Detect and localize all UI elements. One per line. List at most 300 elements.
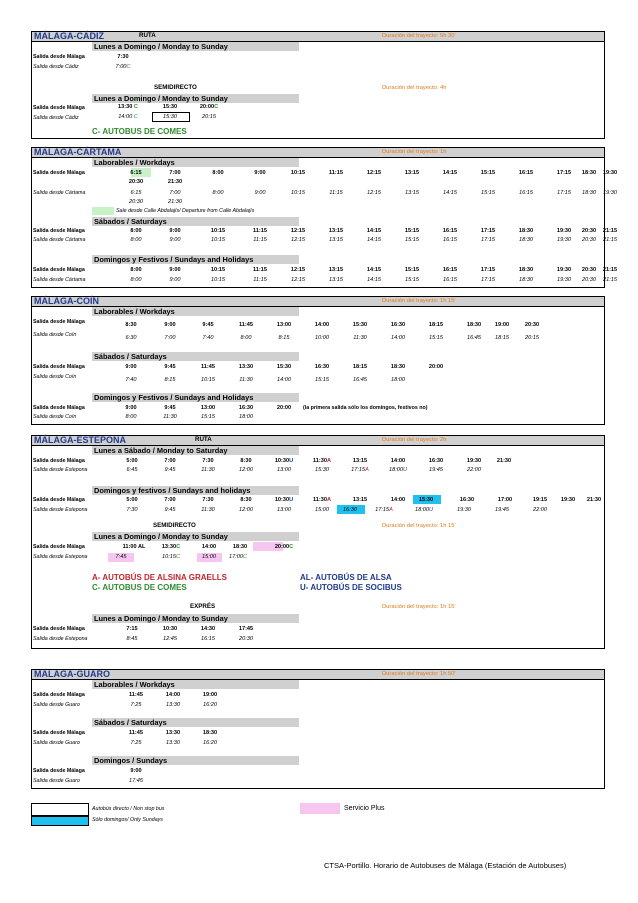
departure-time: 13:15 — [328, 228, 344, 234]
row-label: Salida desde Coín — [33, 332, 77, 338]
return-time: 13:30 — [166, 702, 180, 708]
departure-time: 14:15 — [366, 267, 382, 273]
legend-socibus: U- AUTOBÚS DE SOCIBUS — [300, 583, 402, 592]
departure-time: 8:00 — [212, 170, 224, 176]
return-time: 18:30 — [582, 190, 596, 196]
departure-time: 18:15 — [428, 322, 444, 328]
departure-time: 19:30 — [602, 170, 618, 176]
return-time: 18:00U — [414, 507, 434, 513]
departure-time: 16:30 — [428, 458, 444, 464]
departure-highlight — [92, 207, 114, 215]
departure-time: 11:15 — [253, 267, 267, 273]
departure-time: 14:15 — [442, 170, 458, 176]
return-time: 16:30 — [343, 507, 357, 513]
departure-time: 7:30 — [202, 497, 214, 503]
return-time: 17:15A — [351, 467, 369, 473]
row-label: Salida desde Málaga — [33, 405, 85, 411]
departure-time: 21:15 — [602, 267, 618, 273]
row-label: Salida desde Estepona — [33, 636, 88, 642]
departure-time: 19:30 — [466, 458, 482, 464]
departure-time: 18:30 — [581, 170, 597, 176]
legend-comes: C- AUTOBUS DE COMES — [92, 583, 187, 592]
return-time: 17:00C — [228, 554, 248, 560]
return-time: 17:15 — [481, 277, 495, 283]
row-label: Salida desde Estepona — [33, 554, 88, 560]
route-title: MÁLAGA-ESTEPONA — [34, 435, 126, 445]
row-label: Salida desde Málaga — [33, 170, 85, 176]
return-time: 19:30 — [557, 277, 571, 283]
return-time: 12:00 — [239, 467, 253, 473]
departure-time: 9:00 — [125, 405, 137, 411]
departure-time: 11:00 AL — [122, 544, 146, 550]
departure-note: Sale desde Calle Abdalajís/ Departure from Calle Abdalajís — [116, 208, 255, 214]
departure-time: 20:30 — [581, 228, 597, 234]
ruta-label: RUTA — [139, 32, 156, 39]
return-time: 11:30 — [201, 507, 215, 513]
return-time: 10:00 — [315, 335, 329, 341]
bus-company-legend: C- AUTOBUS DE COMES — [92, 127, 187, 136]
departure-time: 9:00 — [169, 228, 181, 234]
route-block-cartama — [31, 147, 618, 288]
return-time: 15:30 — [315, 467, 329, 473]
return-time: 20:15 — [202, 114, 216, 120]
return-time: 21:15 — [603, 237, 617, 243]
return-time: 11:30 — [239, 377, 253, 383]
return-time: 7:25 — [130, 702, 142, 708]
departure-time: 13:00 — [276, 322, 292, 328]
departure-time: 9:45 — [202, 322, 214, 328]
departure-time: 13:30 C — [118, 104, 138, 110]
departure-time: 7:00 — [164, 497, 176, 503]
return-time: 18:00 — [391, 377, 405, 383]
return-time: 15:15 — [405, 237, 419, 243]
departure-time: 11:30A — [312, 497, 332, 503]
row-label: Salida desde Málaga — [33, 626, 85, 632]
departure-time: 14:00 — [201, 544, 217, 550]
departure-time: 9:00 — [254, 170, 266, 176]
return-time: 16:15 — [443, 277, 457, 283]
row-label: Salida desde Málaga — [33, 544, 85, 550]
return-time: 15:15 — [405, 277, 419, 283]
return-time: 9:45 — [164, 467, 176, 473]
departure-time: 13:15 — [352, 497, 368, 503]
return-time: 22:00 — [467, 467, 481, 473]
duration: Duración del trayecto: 2h — [382, 437, 447, 443]
return-time: 11:15 — [329, 190, 343, 196]
departure-time: 15:15 — [480, 170, 496, 176]
departure-time: 18:30 — [390, 364, 406, 370]
return-time: 19:45 — [495, 507, 509, 513]
return-time: 16:20 — [203, 702, 217, 708]
return-time: 6:45 — [126, 467, 138, 473]
return-time: 18:30 — [519, 277, 533, 283]
departure-time: 9:00 — [164, 322, 176, 328]
section-header: Laborables / Workdays — [92, 680, 299, 689]
departure-time: 13:30 — [238, 364, 254, 370]
departure-time: 18:30 — [518, 267, 534, 273]
row-label: Salida desde Cártama — [33, 190, 86, 196]
return-time: 8:00 — [130, 277, 142, 283]
departure-time: 20:00 — [276, 405, 292, 411]
departure-time: 10:15 — [290, 170, 306, 176]
departure-time: 10:30U — [274, 497, 294, 503]
return-time: 16:15 — [201, 636, 215, 642]
return-time: 17:45 — [129, 778, 143, 784]
route-block-guaro — [31, 669, 605, 789]
row-label: Salida desde Guaro — [33, 740, 80, 746]
return-time: 10:15 — [211, 277, 225, 283]
duration: Duración del trayecto: 4h — [382, 85, 447, 91]
return-time: 10:15C — [161, 554, 181, 560]
duration: Duración del trayecto: 1h — [382, 149, 447, 155]
departure-time: 11:45 — [129, 730, 143, 736]
return-time: 15:15 — [429, 335, 443, 341]
departure-time: 5:00 — [126, 458, 138, 464]
return-time: 11:30 — [353, 335, 367, 341]
row-label: Salida desde Cártama — [33, 277, 86, 283]
return-time: 9:00 — [169, 237, 181, 243]
route-block-coin — [31, 296, 605, 425]
return-time: 6:30 — [125, 335, 137, 341]
return-time: 8:00 — [130, 237, 142, 243]
return-time: 14:15 — [443, 190, 457, 196]
row-label: Salida desde Málaga — [33, 458, 85, 464]
departure-time: 15:30 — [352, 322, 368, 328]
return-time: 15:15 — [315, 377, 329, 383]
departure-time: 20:00C — [199, 104, 219, 110]
return-time: 11:30 — [201, 467, 215, 473]
departure-time: 8:30 — [240, 458, 252, 464]
section-header: Domingos y Festivos / Sundays and Holidays — [92, 255, 299, 264]
return-time: 16:45 — [353, 377, 367, 383]
return-time: 11:15 — [253, 237, 267, 243]
return-time: 9:45 — [164, 507, 176, 513]
departure-time: 19:00 — [202, 692, 218, 698]
row-label: Salida desde Málaga — [33, 54, 85, 60]
return-time: 7:30 — [126, 507, 138, 513]
section-header: Lunes a Domingo / Monday to Sunday — [92, 532, 299, 541]
return-time: 13:00 — [277, 507, 291, 513]
row-label: Salida desde Málaga — [33, 228, 85, 234]
departure-time: 11:45 — [201, 364, 215, 370]
ruta-label: RUTA — [195, 436, 212, 443]
return-time: 9:00 — [169, 277, 181, 283]
return-time: 20:15 — [525, 335, 539, 341]
departure-time: 19:00 — [494, 322, 510, 328]
departure-time: 10:30U — [274, 458, 294, 464]
return-time: 14:00 — [391, 335, 405, 341]
route-title: MÁLAGA-CÁDIZ — [34, 31, 104, 41]
row-label: Salida desde Cártama — [33, 237, 86, 243]
return-time: 16:45 — [467, 335, 481, 341]
return-time: 7:45 — [115, 554, 127, 560]
return-time: 7:40 — [202, 335, 214, 341]
return-time: 14:00 — [277, 377, 291, 383]
return-time: 14:15 — [367, 237, 381, 243]
departure-time: 11:15 — [253, 228, 267, 234]
departure-time: 9:00 — [125, 364, 137, 370]
return-time: 20:30 — [582, 277, 596, 283]
return-time: 18:00U — [388, 467, 408, 473]
departure-time: 7:30 — [202, 458, 214, 464]
departure-time: 9:45 — [164, 364, 176, 370]
return-time: 20:30 — [129, 199, 143, 205]
departure-time: 10:15 — [210, 228, 226, 234]
departure-time: 17:15 — [556, 170, 572, 176]
departure-time: 12:15 — [290, 228, 306, 234]
row-label: Salida desde Cádiz — [33, 115, 79, 121]
return-time: 12:15 — [367, 190, 381, 196]
return-time: 12:15 — [291, 277, 305, 283]
departure-time: 8:00 — [130, 228, 142, 234]
departure-time: 9:45 — [164, 405, 176, 411]
departure-time: 7:15 — [126, 626, 138, 632]
departure-time: 11:45 — [129, 692, 143, 698]
return-time: 8:00 — [240, 335, 252, 341]
departure-time: 13:00 — [200, 405, 216, 411]
return-time: 18:30 — [519, 237, 533, 243]
departure-time: 16:15 — [442, 228, 458, 234]
route-title: MÁLAGA-CÁRTAMA — [34, 147, 122, 157]
return-time: 8:15 — [278, 335, 290, 341]
return-time: 17:15 — [557, 190, 571, 196]
return-time: 21:15 — [603, 277, 617, 283]
row-label: Salida desde Cádiz — [33, 64, 79, 70]
footer-text: CTSA-Portillo. Horario de Autobuses de Málaga (Estación de Autobuses) — [324, 861, 567, 870]
departure-time: 8:30 — [125, 322, 137, 328]
return-time: 11:30 — [163, 414, 177, 420]
departure-time: 12:15 — [290, 267, 306, 273]
departure-time: 14:00 — [165, 692, 181, 698]
return-time: 17:15A — [375, 507, 393, 513]
route-header — [32, 32, 604, 42]
row-label: Salida desde Guaro — [33, 702, 80, 708]
legend-alsa: AL- AUTOBÚS DE ALSA — [300, 573, 392, 582]
departure-time: 18:30 — [466, 322, 482, 328]
departure-time: 14:00 — [390, 458, 406, 464]
semidirecto-label: SEMIDIRECTO — [154, 84, 197, 91]
sundays-legend: Sólo domingos/ Only Sundays — [92, 817, 163, 823]
row-label: Salida desde Coín — [33, 414, 77, 420]
direct-bus-legend: Autobús directo / Non stop bus — [92, 806, 165, 812]
row-label: Salida desde Estepona — [33, 467, 88, 473]
return-time: 6:15 — [130, 190, 142, 196]
section-header: Domingos y festivos / Sundays and holidays — [92, 486, 299, 495]
row-label: Salida desde Málaga — [33, 267, 85, 273]
departure-time: 16:30 — [390, 322, 406, 328]
departure-time: 11:30A — [312, 458, 332, 464]
departure-time: 19:30 — [556, 267, 572, 273]
departure-time: 16:30 — [238, 405, 254, 411]
return-time: 16:15 — [443, 237, 457, 243]
departure-time: 16:15 — [518, 170, 534, 176]
sunday-note: (la primera salida sólo los domingos, festivos no) — [303, 405, 428, 411]
return-time: 7:00C — [115, 64, 131, 70]
return-time: 13:15 — [405, 190, 419, 196]
departure-time: 14:30 — [200, 626, 216, 632]
return-time: 12:45 — [163, 636, 177, 642]
departure-time: 9:00 — [169, 267, 181, 273]
departure-time: 15:30 — [276, 364, 292, 370]
return-time: 11:15 — [253, 277, 267, 283]
departure-time: 13:30 — [165, 730, 181, 736]
departure-time: 10:30 — [162, 626, 178, 632]
departure-time: 13:15 — [352, 458, 368, 464]
departure-time: 17:15 — [480, 228, 496, 234]
section-header: Sábados / Saturdays — [92, 352, 299, 361]
route-title: MÁLAGA-GUARO — [34, 669, 110, 679]
return-time: 14:15 — [367, 277, 381, 283]
departure-time: 17:00 — [497, 497, 513, 503]
departure-time: 13:15 — [328, 267, 344, 273]
duration: Duración del trayecto: 1h 50' — [382, 671, 456, 677]
departure-time: 16:15 — [442, 267, 458, 273]
row-label: Salida desde Málaga — [33, 768, 85, 774]
departure-time: 14:00 — [314, 322, 330, 328]
section-header: Sábados / Saturdays — [92, 718, 299, 727]
return-time: 13:15 — [329, 277, 343, 283]
return-time: 18:00 — [239, 414, 253, 420]
row-label: Salida desde Coín — [33, 374, 77, 380]
departure-time: 21:30 — [167, 179, 183, 185]
section-header: Lunes a Domingo / Monday to Sunday — [92, 42, 299, 51]
departure-time: 19:30 — [560, 497, 576, 503]
departure-time: 5:00 — [126, 497, 138, 503]
return-time: 8:00 — [125, 414, 137, 420]
departure-time: 9:00 — [130, 768, 142, 774]
departure-time: 8:30 — [240, 497, 252, 503]
expres-label: EXPRÉS — [190, 603, 216, 610]
return-time: 19:45 — [429, 467, 443, 473]
departure-time: 16:30 — [459, 497, 475, 503]
departure-time: 7:00 — [164, 458, 176, 464]
return-time: 9:00 — [254, 190, 266, 196]
section-header: Laborables / Workdays — [92, 307, 299, 316]
return-time: 8:00 — [212, 190, 224, 196]
return-time: 19:30 — [557, 237, 571, 243]
departure-time: 13:15 — [404, 170, 420, 176]
return-time: 15:15 — [481, 190, 495, 196]
departure-time: 20:30 — [128, 179, 144, 185]
departure-time: 13:30C — [161, 544, 181, 550]
return-time: 21:30 — [168, 199, 182, 205]
plus-legend-swatch — [300, 803, 340, 814]
departure-time: 10:15 — [210, 267, 226, 273]
return-time: 8:15 — [164, 377, 176, 383]
plus-legend: Servicio Plus — [344, 805, 385, 812]
duration: Duración del trayecto: 1h 15' — [382, 523, 456, 529]
return-time: 19:30 — [457, 507, 471, 513]
return-time: 16:20 — [203, 740, 217, 746]
departure-time: 15:15 — [404, 228, 420, 234]
departure-time: 21:15 — [602, 228, 618, 234]
section-header: Lunes a Domingo / Monday to Sunday — [92, 614, 299, 623]
return-time: 15:30 — [163, 114, 177, 120]
return-time: 10:15 — [211, 237, 225, 243]
row-label: Salida desde Málaga — [33, 105, 85, 111]
departure-time: 18:15 — [352, 364, 368, 370]
departure-time: 15:15 — [404, 267, 420, 273]
return-time: 14:00 C — [118, 114, 138, 120]
departure-time: 17:15 — [480, 267, 496, 273]
departure-time: 15:30 — [162, 104, 178, 110]
departure-time: 20:00C — [274, 544, 294, 550]
departure-time: 19:30 — [556, 228, 572, 234]
departure-time: 18:30 — [232, 544, 248, 550]
departure-time: 15:30 — [418, 497, 434, 503]
return-time: 7:00 — [169, 190, 181, 196]
return-time: 15:15 — [201, 414, 215, 420]
departure-time: 11:15 — [329, 170, 343, 176]
section-header: Laborables / Workdays — [92, 158, 299, 167]
return-time: 13:00 — [277, 467, 291, 473]
duration: Duración del trayecto: 1h 15' — [382, 298, 456, 304]
return-time: 22:00 — [533, 507, 547, 513]
row-label: Salida desde Málaga — [33, 692, 85, 698]
row-label: Salida desde Málaga — [33, 730, 85, 736]
return-time: 20:30 — [582, 237, 596, 243]
return-time: 13:15 — [329, 237, 343, 243]
return-time: 12:00 — [239, 507, 253, 513]
departure-time: 16:30 — [314, 364, 330, 370]
route-header — [32, 670, 604, 680]
departure-time: 17:45 — [238, 626, 254, 632]
departure-time: 12:15 — [366, 170, 382, 176]
row-label: Salida desde Estepona — [33, 507, 88, 513]
route-block-cadiz — [31, 31, 605, 139]
sundays-legend-swatch — [31, 816, 89, 826]
route-title: MÁLAGA-COÍN — [34, 296, 99, 306]
departure-time: 21:30 — [496, 458, 512, 464]
departure-time: 6:15 — [130, 170, 142, 176]
departure-time: 14:00 — [390, 497, 406, 503]
departure-time: 11:45 — [239, 322, 253, 328]
section-header: Lunes a Domingo / Monday to Sunday — [92, 94, 299, 103]
departure-time: 8:00 — [130, 267, 142, 273]
return-time: 7:00 — [164, 335, 176, 341]
departure-time: 18:30 — [202, 730, 218, 736]
row-label: Salida desde Málaga — [33, 497, 85, 503]
departure-time: 18:30 — [518, 228, 534, 234]
return-time: 20:30 — [239, 636, 253, 642]
section-header: Sábados / Saturdays — [92, 217, 299, 226]
row-label: Salida desde Guaro — [33, 778, 80, 784]
return-time: 16:15 — [519, 190, 533, 196]
departure-time: 20:00 — [428, 364, 444, 370]
return-time: 18:15 — [495, 335, 509, 341]
departure-time: 21:30 — [586, 497, 602, 503]
route-header — [32, 297, 604, 307]
return-time: 17:15 — [481, 237, 495, 243]
return-time: 7:25 — [130, 740, 142, 746]
return-time: 15:00 — [315, 507, 329, 513]
route-block-estepona — [31, 435, 605, 649]
row-label: Salida desde Málaga — [33, 364, 85, 370]
return-time: 19:30 — [603, 190, 617, 196]
departure-time: 20:30 — [524, 322, 540, 328]
section-header: Lunes a Sábado / Monday to Saturday — [92, 446, 299, 455]
departure-time: 7:00 — [169, 170, 181, 176]
return-time: 10:15 — [291, 190, 305, 196]
duration: Duración del trayecto: 1h 15' — [382, 604, 456, 610]
return-time: 10:15 — [201, 377, 215, 383]
departure-time: 7:30 — [117, 54, 129, 60]
section-header: Domingos y Festivos / Sundays and Holidays — [92, 393, 299, 402]
row-label: Salida desde Málaga — [33, 319, 85, 325]
semidirecto-label: SEMIDIRECTO — [153, 522, 196, 529]
departure-time: 19:15 — [532, 497, 548, 503]
departure-time: 14:15 — [366, 228, 382, 234]
